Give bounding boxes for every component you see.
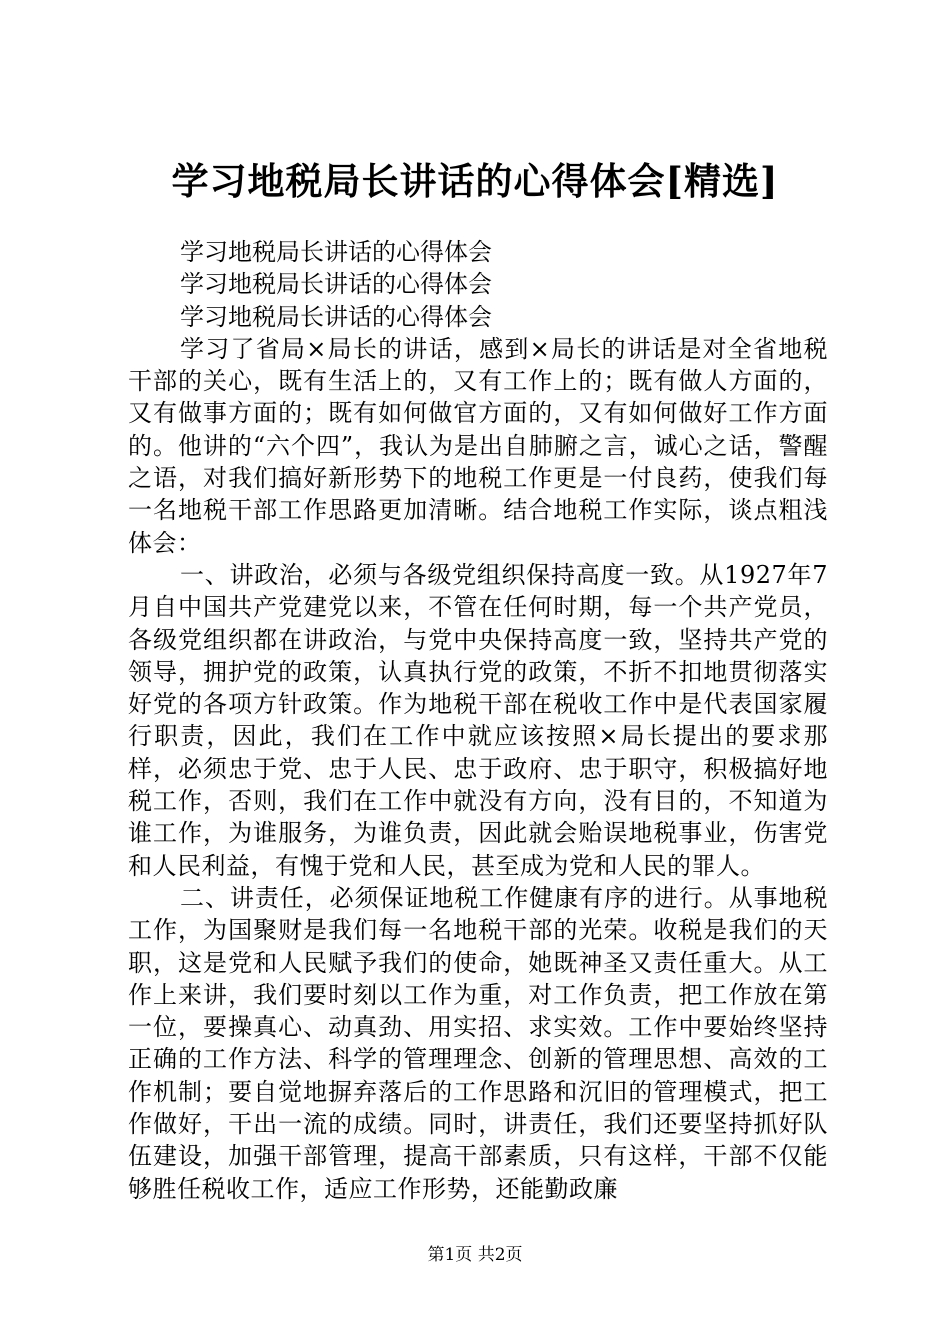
subtitle-line: 学习地税局长讲话的心得体会: [180, 302, 492, 331]
document-body: [128, 236, 828, 1205]
paragraph-intro: 学习了省局×局长的讲话，感到×局长的讲话是对全省地税干部的关心，既有生活上的，又有工作上的；既有做人方面的，又有做事方面的；既有如何做官方面的，又有如何做好工作方面的。他讲的“六个四”，我认为是出自肺腑之言，诚心之话，警醒之语，对我们搞好新形势下的地税工作更是一付良药，使我们每一名地税干部工作思路更加清晰。结合地税工作实际，谈点粗浅体会：: [128, 334, 828, 557]
subtitle-line: 学习地税局长讲话的心得体会: [180, 238, 492, 266]
paragraph-politics: 一、讲政治，必须与各级党组织保持高度一致。从1927年7月自中国共产党建党以来，不管在任何时期，每一个共产党员，各级党组织都在讲政治，与党中央保持高度一致，坚持共产党的领导，拥护党的政策，认真执行党的政策，不折不扣地贯彻落实好党的各项方针政策。作为地税干部在税收工作中是代表国家履行职责，因此，我们在工作中就应该按照×局长提出的要求那样，必须忠于党、忠于人民、忠于政府、忠于职守，积极搞好地税工作，否则，我们在工作中就没有方向，没有目的，不知道为谁工作，为谁服务，为谁负责，因此就会贻误地税事业，伤害党和人民利益，有愧于党和人民，甚至成为党和人民的罪人。: [128, 560, 828, 880]
paragraph-responsibility: 二、讲责任，必须保证地税工作健康有序的进行。从事地税工作，为国聚财是我们每一名地税干部的光荣。收税是我们的天职，这是党和人民赋予我们的使命，她既神圣又责任重大。从工作上来讲，我们要时刻以工作为重，对工作负责，把工作放在第一位，要操真心、动真劲、用实招、求实效。工作中要始终坚持正确的工作方法、科学的管理理念、创新的管理思想、高效的工作机制；要自觉地摒弃落后的工作思路和沉旧的管理模式，把工作做好，干出一流的成绩。同时，讲责任，我们还要坚持抓好队伍建设，加强干部管理，提高干部素质，只有这样，干部不仅能够胜任税收工作，适应工作形势，还能勤政廉: [128, 883, 828, 1203]
page-indicator: 第1页 共2页: [427, 1245, 523, 1265]
subtitle-line: 学习地税局长讲话的心得体会: [180, 270, 492, 299]
document-title: 学习地税局长讲话的心得体会[精选]: [171, 159, 779, 203]
